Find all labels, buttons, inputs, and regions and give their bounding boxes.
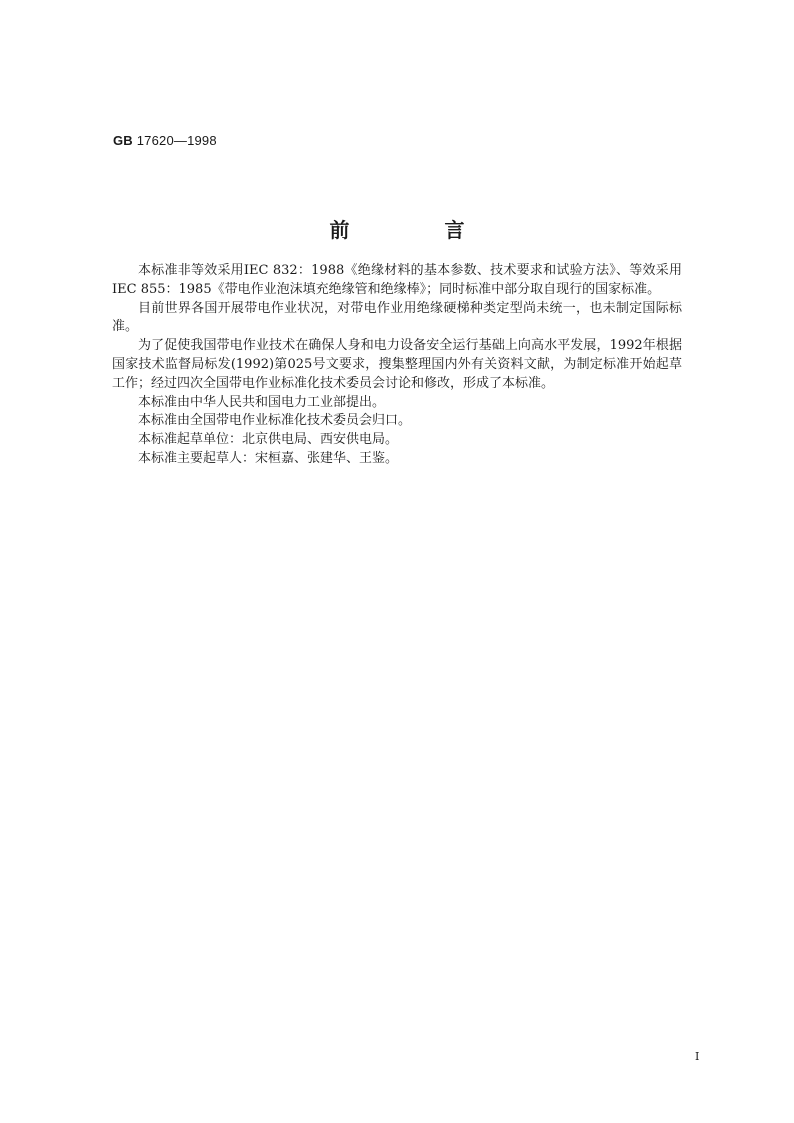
paragraph: 本标准主要起草人：宋桓嘉、张建华、王鉴。 — [138, 450, 399, 466]
paragraph: 本标准由中华人民共和国电力工业部提出。 — [138, 394, 386, 410]
paragraph: 本标准起草单位：北京供电局、西安供电局。 — [138, 432, 399, 448]
paragraph: 本标准由全国带电作业标准化技术委员会归口。 — [138, 413, 412, 429]
standard-code-prefix: GB — [113, 133, 133, 148]
paragraph: 目前世界各国开展带电作业状况，对带电作业用绝缘硬梯种类定型尚未统一，也未制定国际标准。 — [112, 300, 682, 335]
standard-code — [113, 133, 217, 148]
standard-code-number: 17620—1998 — [136, 133, 217, 148]
page-number: I — [695, 1050, 700, 1063]
page-title: 前 言 — [329, 218, 509, 242]
foreword-body — [112, 262, 682, 469]
paragraph: 为了促使我国带电作业技术在确保人身和电力设备安全运行基础上向高水平发展，1992年根据国家技术监督局标发(1992)第025号文要求，搜集整理国内外有关资料文献，为制定标准开始起草工作；经过四次全国带电作业标准化技术委员会讨论和修改，形成了本标准。 — [112, 338, 682, 391]
paragraph: 本标准非等效采用IEC 832：1988《绝缘材料的基本参数、技术要求和试验方法》、等效采用IEC 855：1985《带电作业泡沫填充绝缘管和绝缘棒》；同时标准中部分取自现行的国家标准。 — [112, 263, 682, 297]
